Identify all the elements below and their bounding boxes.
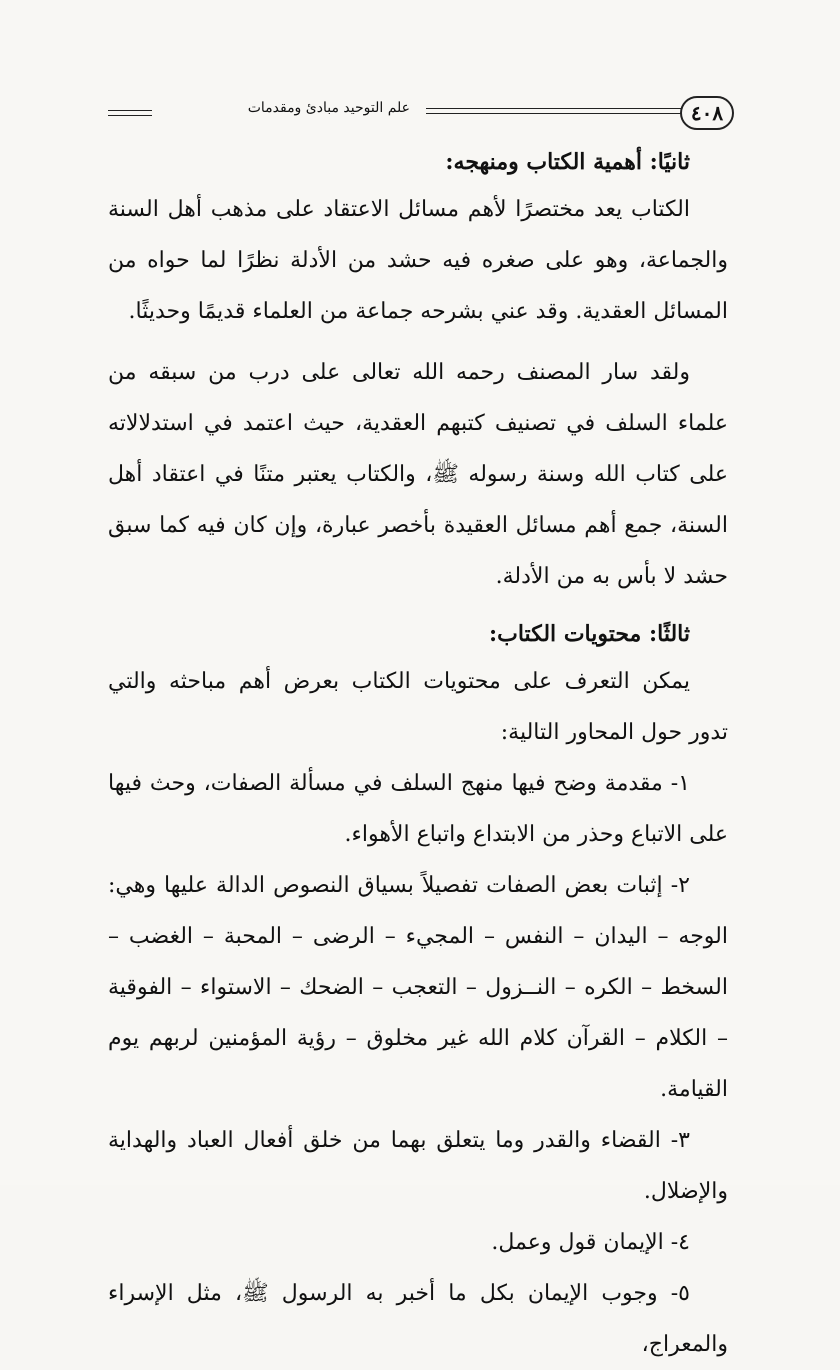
header-rule-left <box>108 110 152 111</box>
section-heading-importance: ثانيًا: أهمية الكتاب ومنهجه: <box>445 149 690 175</box>
list-item-3: ٣- القضاء والقدر وما يتعلق بهما من خلق أفعال العباد والهداية والإضلال. <box>108 1128 728 1204</box>
list-item-5: ٥- وجوب الإيمان بكل ما أخبر به الرسول ﷺ، مثل الإسراء والمعراج، <box>108 1281 728 1357</box>
header-rule-left-2 <box>108 115 152 116</box>
paragraph-3: يمكن التعرف على محتويات الكتاب بعرض أهم مباحثه والتي تدور حول المحاور التالية: <box>108 669 728 745</box>
page-content <box>108 140 728 1370</box>
page-header <box>108 96 730 132</box>
paragraph-1: الكتاب يعد مختصرًا لأهم مسائل الاعتقاد على مذهب أهل السنة والجماعة، وهو على صغره فيه حشد من الأدلة نظرًا لما حواه من المسائل العقدية. وقد عني بشرحه جماعة من العلماء قديمًا وحديثًا. <box>108 197 728 324</box>
page-number: ٤٠٨ <box>680 96 734 130</box>
running-title: علم التوحيد مبادئ ومقدمات <box>247 100 410 116</box>
header-rule <box>426 108 682 109</box>
paragraph-2: ولقد سار المصنف رحمه الله تعالى على درب من سبقه من علماء السلف في تصنيف كتبهم العقدية، حيث اعتمد في استدلالاته على كتاب الله وسنة رسوله ﷺ، والكتاب يعتبر متنًا في اعتقاد أهل السنة، جمع أهم مسائل العقيدة بأخصر عبارة، وإن كان فيه كما سبق حشد لا بأس به من الأدلة. <box>108 360 728 589</box>
header-rule-2 <box>426 113 682 114</box>
list-item-2: ٢- إثبات بعض الصفات تفصيلاً بسياق النصوص الدالة عليها وهي: الوجه – اليدان – النفس – المجيء – الرضى – المحبة – الغضب – السخط – الكره – النــزول – التعجب – الضحك – الاستواء – الفوقية – الكلام – القرآن كلام الله غير مخلوق – رؤية المؤمنين لربهم يوم القيامة. <box>108 873 728 1102</box>
list-item-4: ٤- الإيمان قول وعمل. <box>491 1230 690 1255</box>
list-item-1: ١- مقدمة وضح فيها منهج السلف في مسألة الصفات، وحث فيها على الاتباع وحذر من الابتداع واتباع الأهواء. <box>108 771 728 847</box>
section-heading-contents: ثالثًا: محتويات الكتاب: <box>489 621 690 647</box>
